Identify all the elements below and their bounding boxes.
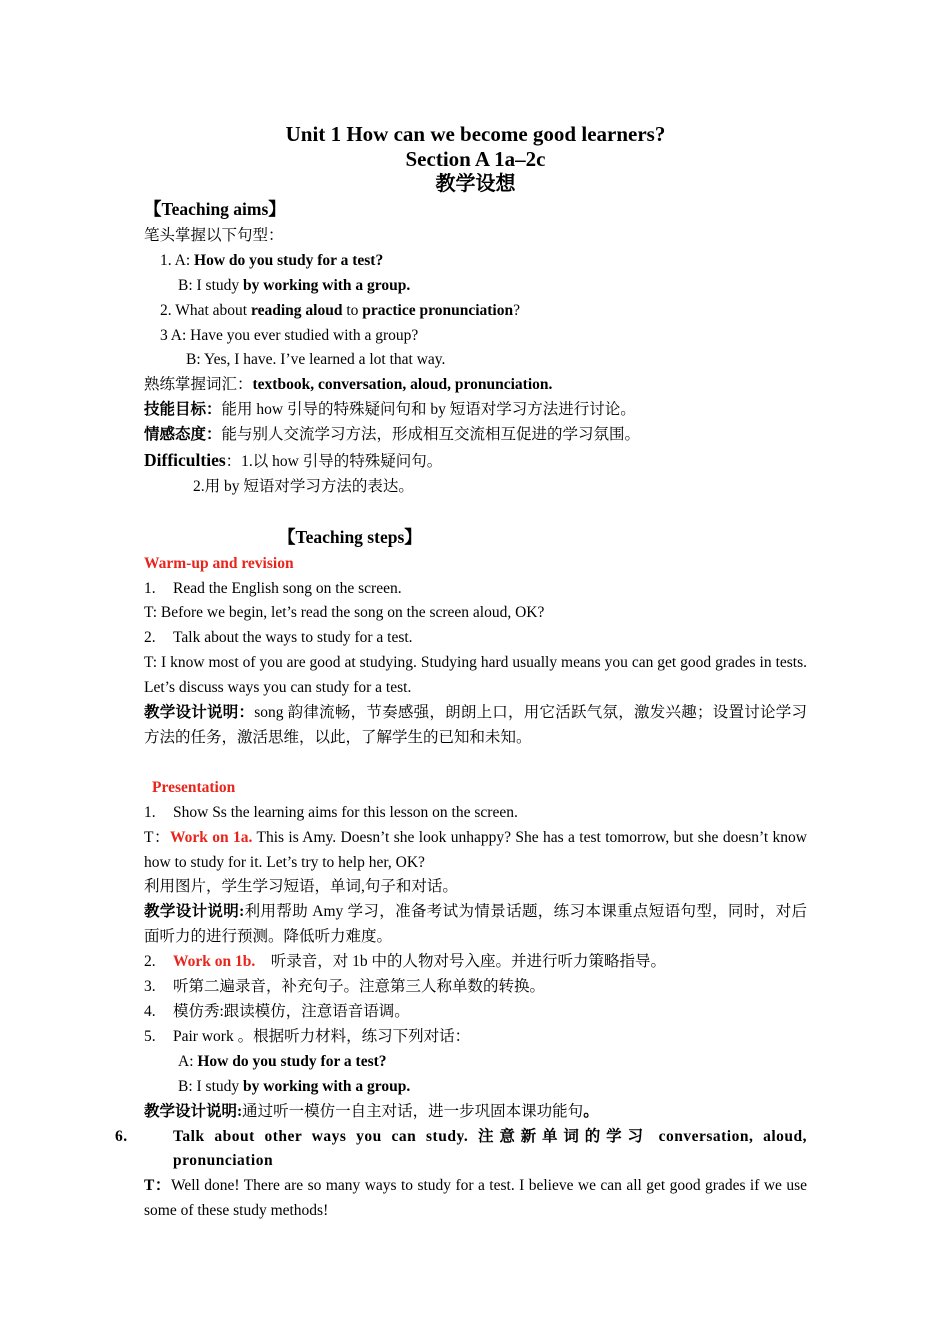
unit-title: Unit 1 How can we become good learners? — [285, 122, 666, 146]
presentation-heading: Presentation — [152, 778, 236, 796]
warmup-item-2: 2. Talk about the ways to study for a test. — [144, 629, 413, 647]
sentence-2: 2. What about reading aloud to practice pronunciation? — [160, 301, 520, 319]
warmup-item-1: 1. Read the English song on the screen. — [144, 579, 402, 597]
warmup-teacher-1: T: Before we begin, let’s read the song on the screen aloud, OK? — [144, 604, 545, 622]
document-page — [115, 122, 807, 1224]
teaching-aims-heading: 【Teaching aims】 — [144, 199, 286, 219]
emotion-goal: 情感态度：能与别人交流学习方法，形成相互交流相互促进的学习氛围。 — [144, 426, 641, 444]
presentation-design-note-2: 教学设计说明:通过听一模仿一自主对话，进一步巩固本课功能句。 — [144, 1102, 599, 1120]
difficulties-1: Difficulties：1.以 how 引导的特殊疑问句。 — [144, 450, 443, 471]
presentation-item-4: 4. 模仿秀:跟读模仿，注意语音语调。 — [144, 1002, 410, 1020]
doc-subtitle: 教学设想 — [435, 173, 516, 195]
section-title: Section A 1a–2c — [405, 147, 546, 171]
sentence-3a: 3 A: Have you ever studied with a group? — [160, 326, 419, 344]
skill-goal: 技能目标：能用 how 引导的特殊疑问句和 by 短语对学习方法进行讨论。 — [144, 401, 636, 419]
presentation-item-2: 2. Work on 1b. 听录音，对 1b 中的人物对号入座。并进行听力策略指导。 — [144, 953, 667, 971]
presentation-teacher-1a: T：Work on 1a. This is Amy. Doesn’t she look unhappy? She has a test tomorrow, but she doesn’t know how to study for it. Let’s try to help her, OK? — [144, 828, 807, 871]
dialogue-b: B: I study by working with a group. — [178, 1077, 411, 1095]
warmup-heading: Warm-up and revision — [144, 554, 294, 572]
difficulties-2: 2.用 by 短语对学习方法的表达。 — [193, 477, 414, 495]
aims-intro: 笔头掌握以下句型： — [144, 226, 284, 244]
presentation-design-note-1: 教学设计说明:利用帮助 Amy 学习，准备考试为情景话题，练习本课重点短语句型，同时，对后面听力的进行预测。降低听力难度。 — [144, 903, 807, 946]
presentation-item-1: 1. Show Ss the learning aims for this lesson on the screen. — [144, 803, 518, 821]
sentence-1b: B: I study by working with a group. — [178, 276, 411, 294]
presentation-cn-1: 利用图片，学生学习短语，单词,句子和对话。 — [144, 878, 458, 896]
warmup-design-note: 教学设计说明：song 韵律流畅，节奏感强，朗朗上口，用它活跃气氛，激发兴趣；设置讨论学习方法的任务，激活思维，以此，了解学生的已知和未知。 — [144, 704, 807, 747]
warmup-teacher-2: T: I know most of you are good at studying. Studying hard usually means you can get good grades in tests. Let’s discuss ways you can study for a test. — [144, 654, 807, 697]
presentation-item-3: 3. 听第二遍录音，补充句子。注意第三人称单数的转换。 — [144, 978, 546, 996]
sentence-1a: 1. A: How do you study for a test? — [160, 251, 384, 269]
sentence-3b: B: Yes, I have. I’ve learned a lot that way. — [186, 351, 446, 369]
presentation-teacher-6: T：Well done! There are so many ways to study for a test. I believe we can all get good grades if we use some of these study methods! — [144, 1177, 807, 1220]
spacer — [144, 500, 807, 525]
presentation-item-5: 5. Pair work 。根据听力材料，练习下列对话： — [144, 1027, 471, 1045]
teaching-steps-heading: 【Teaching steps】 — [278, 526, 422, 547]
vocab-line: 熟练掌握词汇：textbook, conversation, aloud, pronunciation. — [144, 376, 553, 394]
presentation-item-6: 6. Talk about other ways you can study. 注意新单词的学习 conversation, aloud, pronunciation — [115, 1127, 807, 1170]
dialogue-a: A: How do you study for a test? — [178, 1052, 387, 1070]
spacer — [144, 751, 807, 776]
